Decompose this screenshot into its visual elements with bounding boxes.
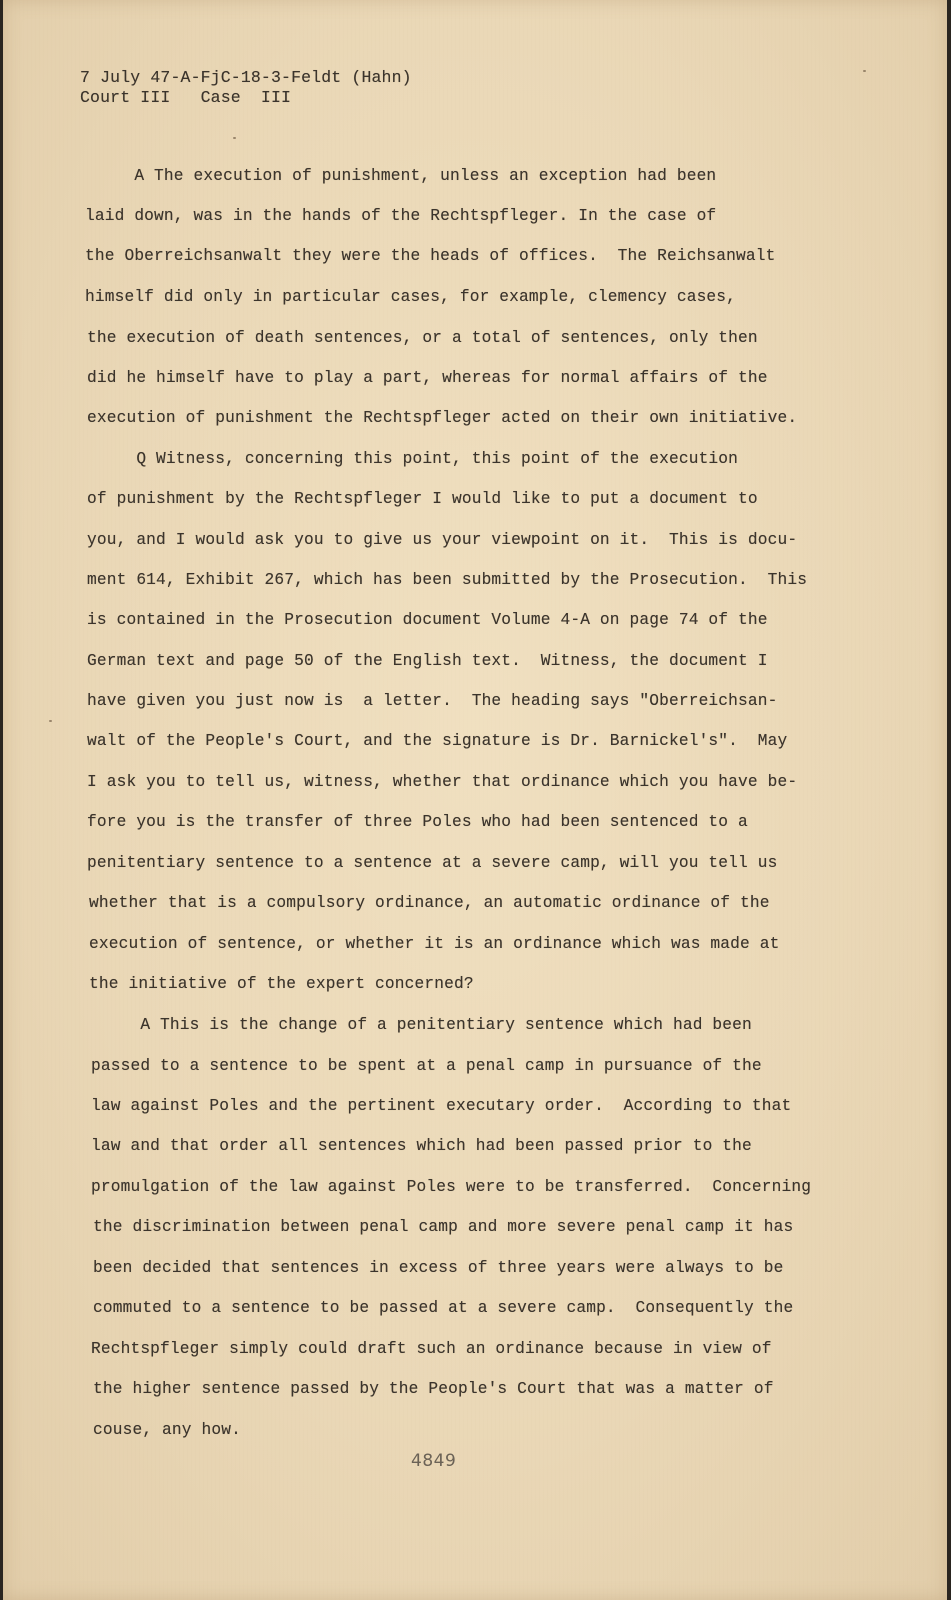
paper-speck	[863, 70, 866, 72]
transcript-line: himself did only in particular cases, for example, clemency cases,	[85, 288, 737, 306]
transcript-line: the higher sentence passed by the People's Court that was a matter of	[93, 1380, 774, 1398]
transcript-line: the Oberreichsanwalt they were the heads of offices. The Reichsanwalt	[85, 247, 776, 265]
transcript-line: penitentiary sentence to a sentence at a severe camp, will you tell us	[87, 854, 778, 872]
transcript-line: A The execution of punishment, unless an exception had been	[85, 167, 717, 185]
page-number: 4849	[411, 1451, 457, 1471]
transcript-line: law against Poles and the pertinent executary order. According to that	[91, 1097, 792, 1115]
document-page	[3, 0, 947, 1600]
paper-speck	[233, 137, 236, 139]
transcript-line: German text and page 50 of the English text. Witness, the document I	[87, 652, 768, 670]
transcript-line: you, and I would ask you to give us your viewpoint on it. This is docu-	[87, 531, 798, 549]
transcript-line: walt of the People's Court, and the signature is Dr. Barnickel's". May	[87, 732, 788, 750]
transcript-line: promulgation of the law against Poles were to be transferred. Concerning	[91, 1178, 812, 1196]
transcript-line: A This is the change of a penitentiary sentence which had been	[91, 1016, 752, 1034]
transcript-line: execution of punishment the Rechtspfleger acted on their own initiative.	[87, 409, 798, 427]
transcript-line: whether that is a compulsory ordinance, an automatic ordinance of the	[89, 894, 770, 912]
transcript-line: execution of sentence, or whether it is an ordinance which was made at	[89, 935, 780, 953]
transcript-line: Q Witness, concerning this point, this point of the execution	[87, 450, 739, 468]
transcript-line: is contained in the Prosecution document Volume 4-A on page 74 of the	[87, 611, 768, 629]
transcript-line: Rechtspfleger simply could draft such an ordinance because in view of	[91, 1340, 772, 1358]
transcript-line: have given you just now is a letter. The heading says "Oberreichsan-	[87, 692, 778, 710]
transcript-line: commuted to a sentence to be passed at a severe camp. Consequently the	[93, 1299, 794, 1317]
transcript-line: did he himself have to play a part, whereas for normal affairs of the	[87, 369, 768, 387]
transcript-line: I ask you to tell us, witness, whether that ordinance which you have be-	[87, 773, 798, 791]
transcript-line: of punishment by the Rechtspfleger I would like to put a document to	[87, 490, 758, 508]
transcript-line: the initiative of the expert concerned?	[89, 975, 474, 993]
transcript-line: the discrimination between penal camp and more severe penal camp it has	[93, 1218, 794, 1236]
header-court-case-line: Court III Case III	[80, 88, 292, 107]
transcript-line: been decided that sentences in excess of three years were always to be	[93, 1259, 784, 1277]
transcript-line: laid down, was in the hands of the Rechtspfleger. In the case of	[85, 207, 717, 225]
transcript-line: couse, any how.	[93, 1421, 241, 1439]
transcript-line: law and that order all sentences which had been passed prior to the	[91, 1137, 752, 1155]
transcript-line: ment 614, Exhibit 267, which has been submitted by the Prosecution. This	[87, 571, 808, 589]
header-reference-line: 7 July 47-A-FjC-18-3-Feldt (Hahn)	[80, 68, 412, 87]
paper-speck	[49, 720, 52, 722]
transcript-line: passed to a sentence to be spent at a penal camp in pursuance of the	[91, 1057, 762, 1075]
transcript-line: the execution of death sentences, or a total of sentences, only then	[87, 329, 758, 347]
transcript-line: fore you is the transfer of three Poles who had been sentenced to a	[87, 813, 748, 831]
